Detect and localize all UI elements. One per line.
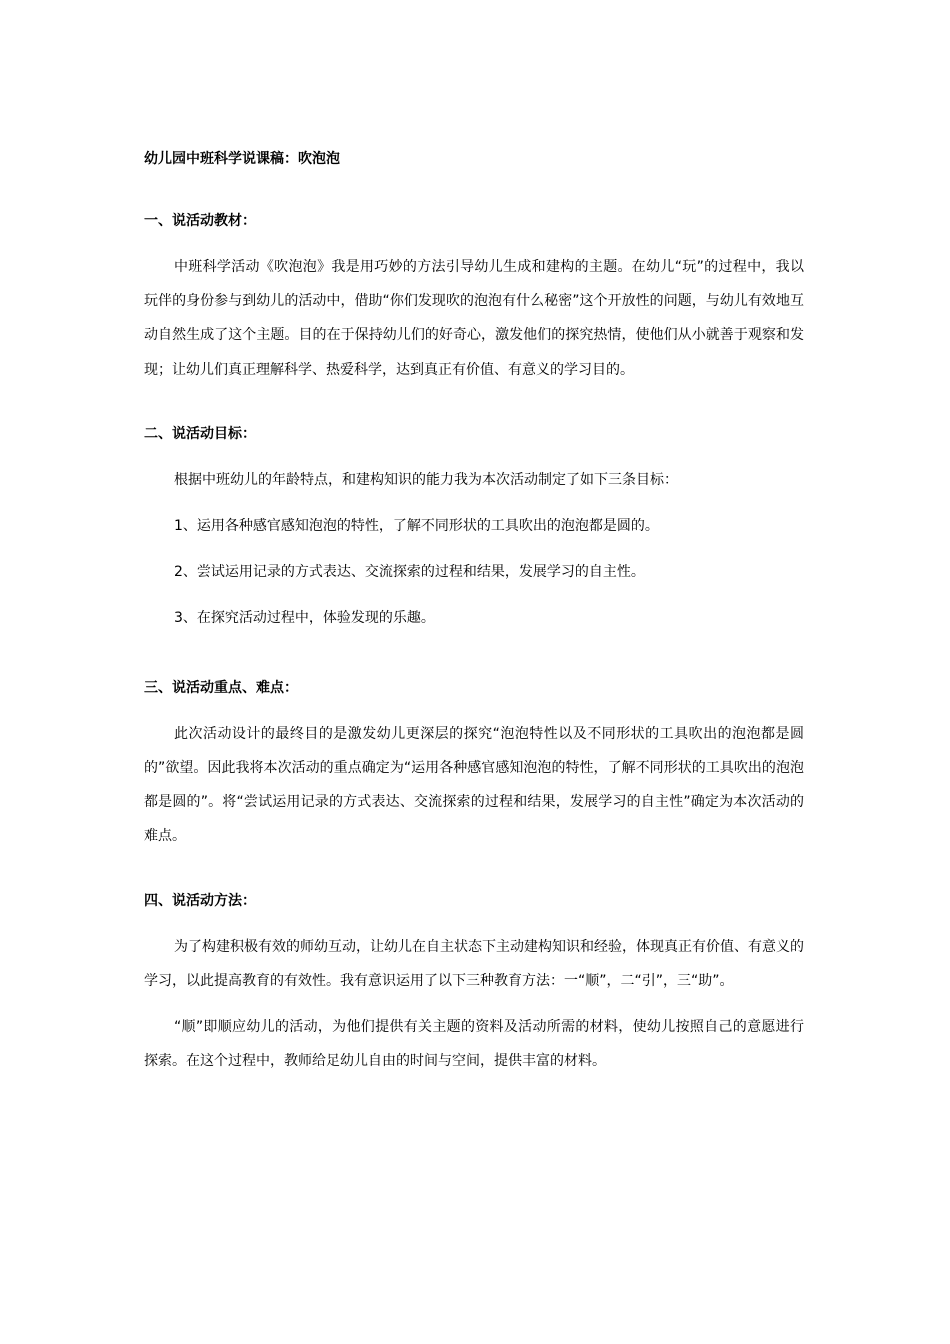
paragraph-key-points: 此次活动设计的最终目的是激发幼儿更深层的探究“泡泡特性以及不同形状的工具吹出的泡泡都是圆的”欲望。因此我将本次活动的重点确定为“运用各种感官感知泡泡的特性，了解不同形状的工具吹出的泡泡都是圆的”。将“尝试运用记录的方式表达、交流探索的过程和结果，发展学习的自主性”确定为本次活动的难点。 <box>144 725 804 845</box>
paragraph-methods-2: “顺”即顺应幼儿的活动，为他们提供有关主题的资料及活动所需的材料，使幼儿按照自己的意愿进行探索。在这个过程中，教师给足幼儿自由的时间与空间，提供丰富的材料。 <box>144 1019 804 1070</box>
goal-item-3: 3、在探究活动过程中，体验发现的乐趣。 <box>174 609 435 626</box>
section-heading-methods: 四、说活动方法： <box>144 892 256 909</box>
document-title: 幼儿园中班科学说课稿：吹泡泡 <box>144 151 340 167</box>
section-heading-goals: 二、说活动目标： <box>144 425 256 442</box>
goal-item-2: 2、尝试运用记录的方式表达、交流探索的过程和结果，发展学习的自主性。 <box>174 563 645 580</box>
section-heading-materials: 一、说活动教材： <box>144 213 256 229</box>
goal-item-1: 1、运用各种感官感知泡泡的特性，了解不同形状的工具吹出的泡泡都是圆的。 <box>174 517 659 534</box>
spacer <box>144 641 804 671</box>
section-heading-key-points: 三、说活动重点、难点： <box>144 679 298 696</box>
spacer <box>144 387 804 417</box>
spacer <box>144 176 804 204</box>
paragraph-methods-1: 为了构建积极有效的师幼互动，让幼儿在自主状态下主动建构知识和经验，体现真正有价值、有意义的学习，以此提高教育的有效性。我有意识运用了以下三种教育方法：一“顺”，二“引”，三“助”。 <box>144 938 804 989</box>
document-page <box>144 142 804 1078</box>
paragraph-materials: 中班科学活动《吹泡泡》我是用巧妙的方法引导幼儿生成和建构的主题。在幼儿“玩”的过程中，我以玩伴的身份参与到幼儿的活动中，借助“你们发现吹的泡泡有什么秘密”这个开放性的问题，与幼儿有效地互动自然生成了这个主题。目的在于保持幼儿们的好奇心，激发他们的探究热情，使他们从小就善于观察和发现；让幼儿们真正理解科学、热爱科学，达到真正有价值、有意义的学习目的。 <box>144 259 804 378</box>
spacer <box>144 854 804 884</box>
paragraph-goals-intro: 根据中班幼儿的年龄特点，和建构知识的能力我为本次活动制定了如下三条目标： <box>174 471 678 488</box>
